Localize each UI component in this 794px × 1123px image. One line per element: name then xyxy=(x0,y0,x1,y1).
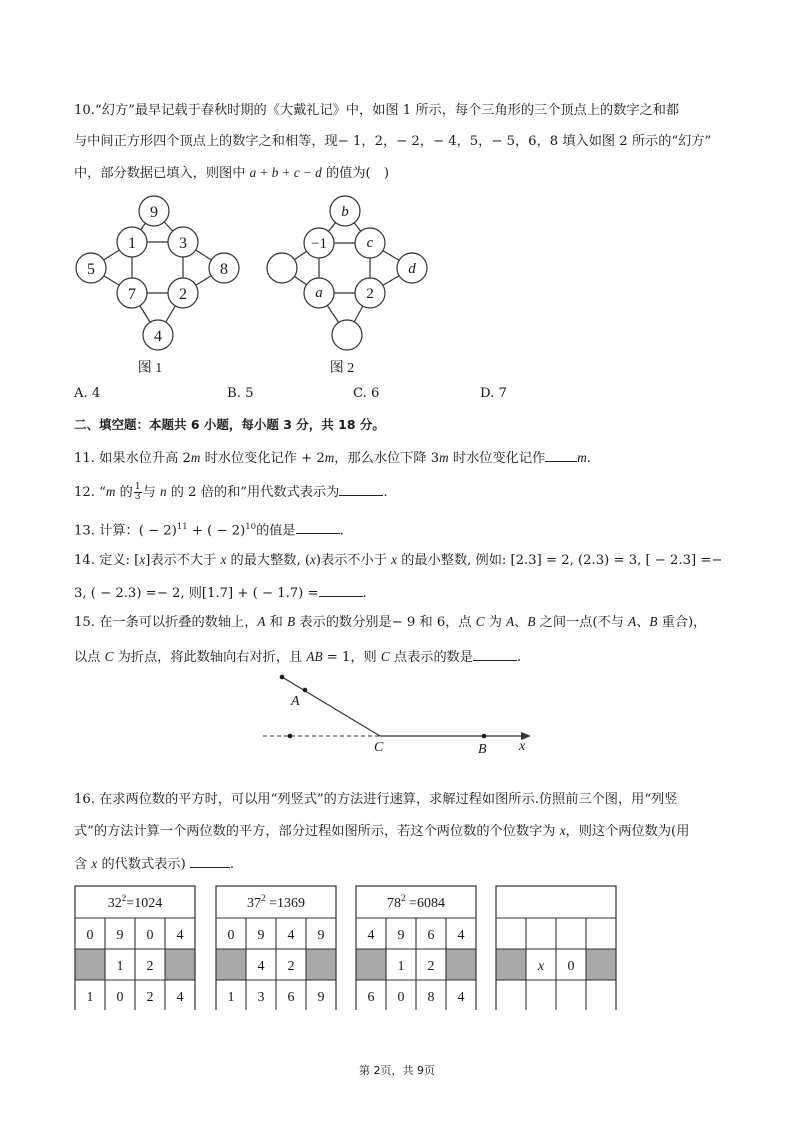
table-cell: 0 xyxy=(397,990,405,1005)
fig2-tl-value: −1 xyxy=(311,236,327,252)
table-cell: 4 xyxy=(257,959,265,974)
q15-line-1: 15. 在一条可以折叠的数轴上，A 和 B 表示的数分别是− 9 和 6，点 C 为 A、B 之间一点(不与 A、B 重合)， xyxy=(74,614,707,630)
point-b-label: B xyxy=(478,742,487,757)
table-cell: 9 xyxy=(317,928,325,943)
calc-table-1 xyxy=(75,886,195,1010)
table-cell: 9 xyxy=(116,928,124,943)
grey-cell xyxy=(165,949,195,980)
vertical-calc-tables xyxy=(70,884,630,1010)
table-cell: 1 xyxy=(116,959,124,974)
table-cell: 0 xyxy=(116,990,124,1005)
table-cell: 6 xyxy=(287,990,295,1005)
fig2-tr-value: c xyxy=(366,235,374,251)
option-d: D. 7 xyxy=(480,386,507,401)
calc-table-4 xyxy=(496,886,616,1010)
q16-line-3: 含 x 的代数式表示) . xyxy=(74,853,234,874)
table-header: $32^2=1024$ xyxy=(107,893,163,911)
table-cell: 0 xyxy=(146,928,154,943)
fig1-bl-value: 7 xyxy=(128,286,136,303)
grey-cell xyxy=(496,949,526,980)
grey-cell xyxy=(356,949,386,980)
table-cell: 2 xyxy=(146,959,154,974)
answer-blank xyxy=(296,519,340,534)
table-header: $78^2 =6084$ xyxy=(387,893,445,911)
axis-x-label: x xyxy=(519,739,526,754)
grey-cell xyxy=(586,949,616,980)
q10-expression: a + b + c − d xyxy=(249,165,322,180)
table-cell: 1 xyxy=(227,990,235,1005)
q16-line-1: 16. 在求两位数的平方时，可以用“列竖式”的方法进行速算，求解过程如图所示.仿照前三个图，用“列竖 xyxy=(74,792,678,807)
folded-number-line-figure xyxy=(255,668,545,760)
q13: 13. 计算：( − 2)$^{11}$ + ( − 2)$^{10}$的值是 . xyxy=(74,518,344,540)
table-cell: 8 xyxy=(427,990,435,1005)
q11: 11. 如果水位升高 2m 时水位变化记作 + 2m，那么水位下降 3m 时水位变化记作 m. xyxy=(74,447,591,468)
option-c: C. 6 xyxy=(353,386,380,401)
fig1-tr-value: 3 xyxy=(179,235,187,252)
fig2-bl-value: a xyxy=(315,285,323,301)
table-cell: x xyxy=(537,959,545,974)
point-a-label: A xyxy=(291,694,300,709)
table-cell: 1 xyxy=(397,959,405,974)
calc-table-2 xyxy=(216,886,336,1010)
fig1-br-value: 2 xyxy=(179,286,187,303)
table-cell: 3 xyxy=(257,990,265,1005)
fig2-top-value: b xyxy=(341,204,349,220)
grey-cell xyxy=(216,949,246,980)
table-cell: 1 xyxy=(86,990,94,1005)
answer-blank xyxy=(319,582,363,597)
fig2-br-value: 2 xyxy=(366,286,374,302)
answer-blank xyxy=(545,447,577,462)
table-cell: 4 xyxy=(176,928,184,943)
fig1-caption: 图 1 xyxy=(137,361,163,376)
table-cell: 6 xyxy=(427,928,435,943)
option-a: A. 4 xyxy=(74,386,101,401)
page-footer: 第 2页，共 9页 xyxy=(359,1064,435,1077)
table-cell: 2 xyxy=(146,990,154,1005)
table-cell: 4 xyxy=(176,990,184,1005)
table-cell: 2 xyxy=(427,959,435,974)
table-cell: 4 xyxy=(287,928,295,943)
fig1-bottom-value: 4 xyxy=(154,328,162,345)
q10-line-2: 与中间正方形四个顶点上的数字之和相等，现− 1，2，− 2，− 4，5，− 5，6，8 填入如图 2 所示的“幻方” xyxy=(74,134,712,149)
grey-cell xyxy=(75,949,105,980)
table-cell: 9 xyxy=(397,928,405,943)
q10-line-1: 10.“幻方”最早记载于春秋时期的《大戴礼记》中，如图 1 所示，每个三角形的三个顶点上的数字之和都 xyxy=(74,103,680,118)
table-cell: 0 xyxy=(227,928,235,943)
fig2-caption: 图 2 xyxy=(329,361,355,376)
calc-table-3 xyxy=(356,886,476,1010)
q15-line-2: 以点 C 为折点，将此数轴向右对折，且 AB = 1，则 C 点表示的数是 . xyxy=(74,646,521,667)
q14-line-2: 3, ( − 2.3) =− 2, 则[1.7] + ( − 1.7) = . xyxy=(74,582,367,603)
answer-blank xyxy=(190,853,230,868)
q10-line-3 xyxy=(74,164,389,183)
option-b: B. 5 xyxy=(227,386,254,401)
table-cell: 6 xyxy=(367,990,375,1005)
magic-square-figure-2 xyxy=(262,195,437,380)
table-cell: 4 xyxy=(367,928,375,943)
table-header: $37^2 =1369$ xyxy=(247,893,305,911)
fig2-right-value: d xyxy=(408,261,416,277)
table-cell: 0 xyxy=(86,928,94,943)
fig1-top-value: 9 xyxy=(150,204,158,221)
fig1-tl-value: 1 xyxy=(128,235,136,252)
magic-square-figure-1 xyxy=(70,195,245,380)
q16-line-2: 式”的方法计算一个两位数的平方，部分过程如图所示，若这个两位数的个位数字为 x，则这个两位数为(用 xyxy=(74,823,690,839)
answer-blank xyxy=(339,481,383,496)
fraction: $\frac{1}{3}$ xyxy=(134,482,141,502)
q14-line-1: 14. 定义: [x]表示不大于 x 的最大整数, (x)表示不小于 x 的最小整数, 例如: [2.3] = 2, (2.3) = 3, [ − 2.3] =− xyxy=(74,552,723,568)
section-heading: 二、填空题：本题共 6 小题，每小题 3 分，共 18 分。 xyxy=(74,417,385,432)
q12: 12. “m 的 $\frac{1}{3}$ 与 n 的 2 倍的和”用代数式表示为 . xyxy=(74,482,388,502)
point-c-label: C xyxy=(374,740,384,755)
q10-text: 中，部分数据已填入，则图中 xyxy=(74,166,250,181)
table-cell: 9 xyxy=(317,990,325,1005)
grey-cell xyxy=(306,949,336,980)
fig1-right-value: 8 xyxy=(220,261,228,278)
fig1-left-value: 5 xyxy=(87,261,95,278)
table-cell: 4 xyxy=(457,990,465,1005)
table-cell: 0 xyxy=(567,959,575,974)
grey-cell xyxy=(446,949,476,980)
q10-text-end: 的值为( ) xyxy=(321,166,389,181)
table-cell: 2 xyxy=(287,959,295,974)
table-cell: 9 xyxy=(257,928,265,943)
table-cell: 4 xyxy=(457,928,465,943)
answer-blank xyxy=(473,646,517,661)
